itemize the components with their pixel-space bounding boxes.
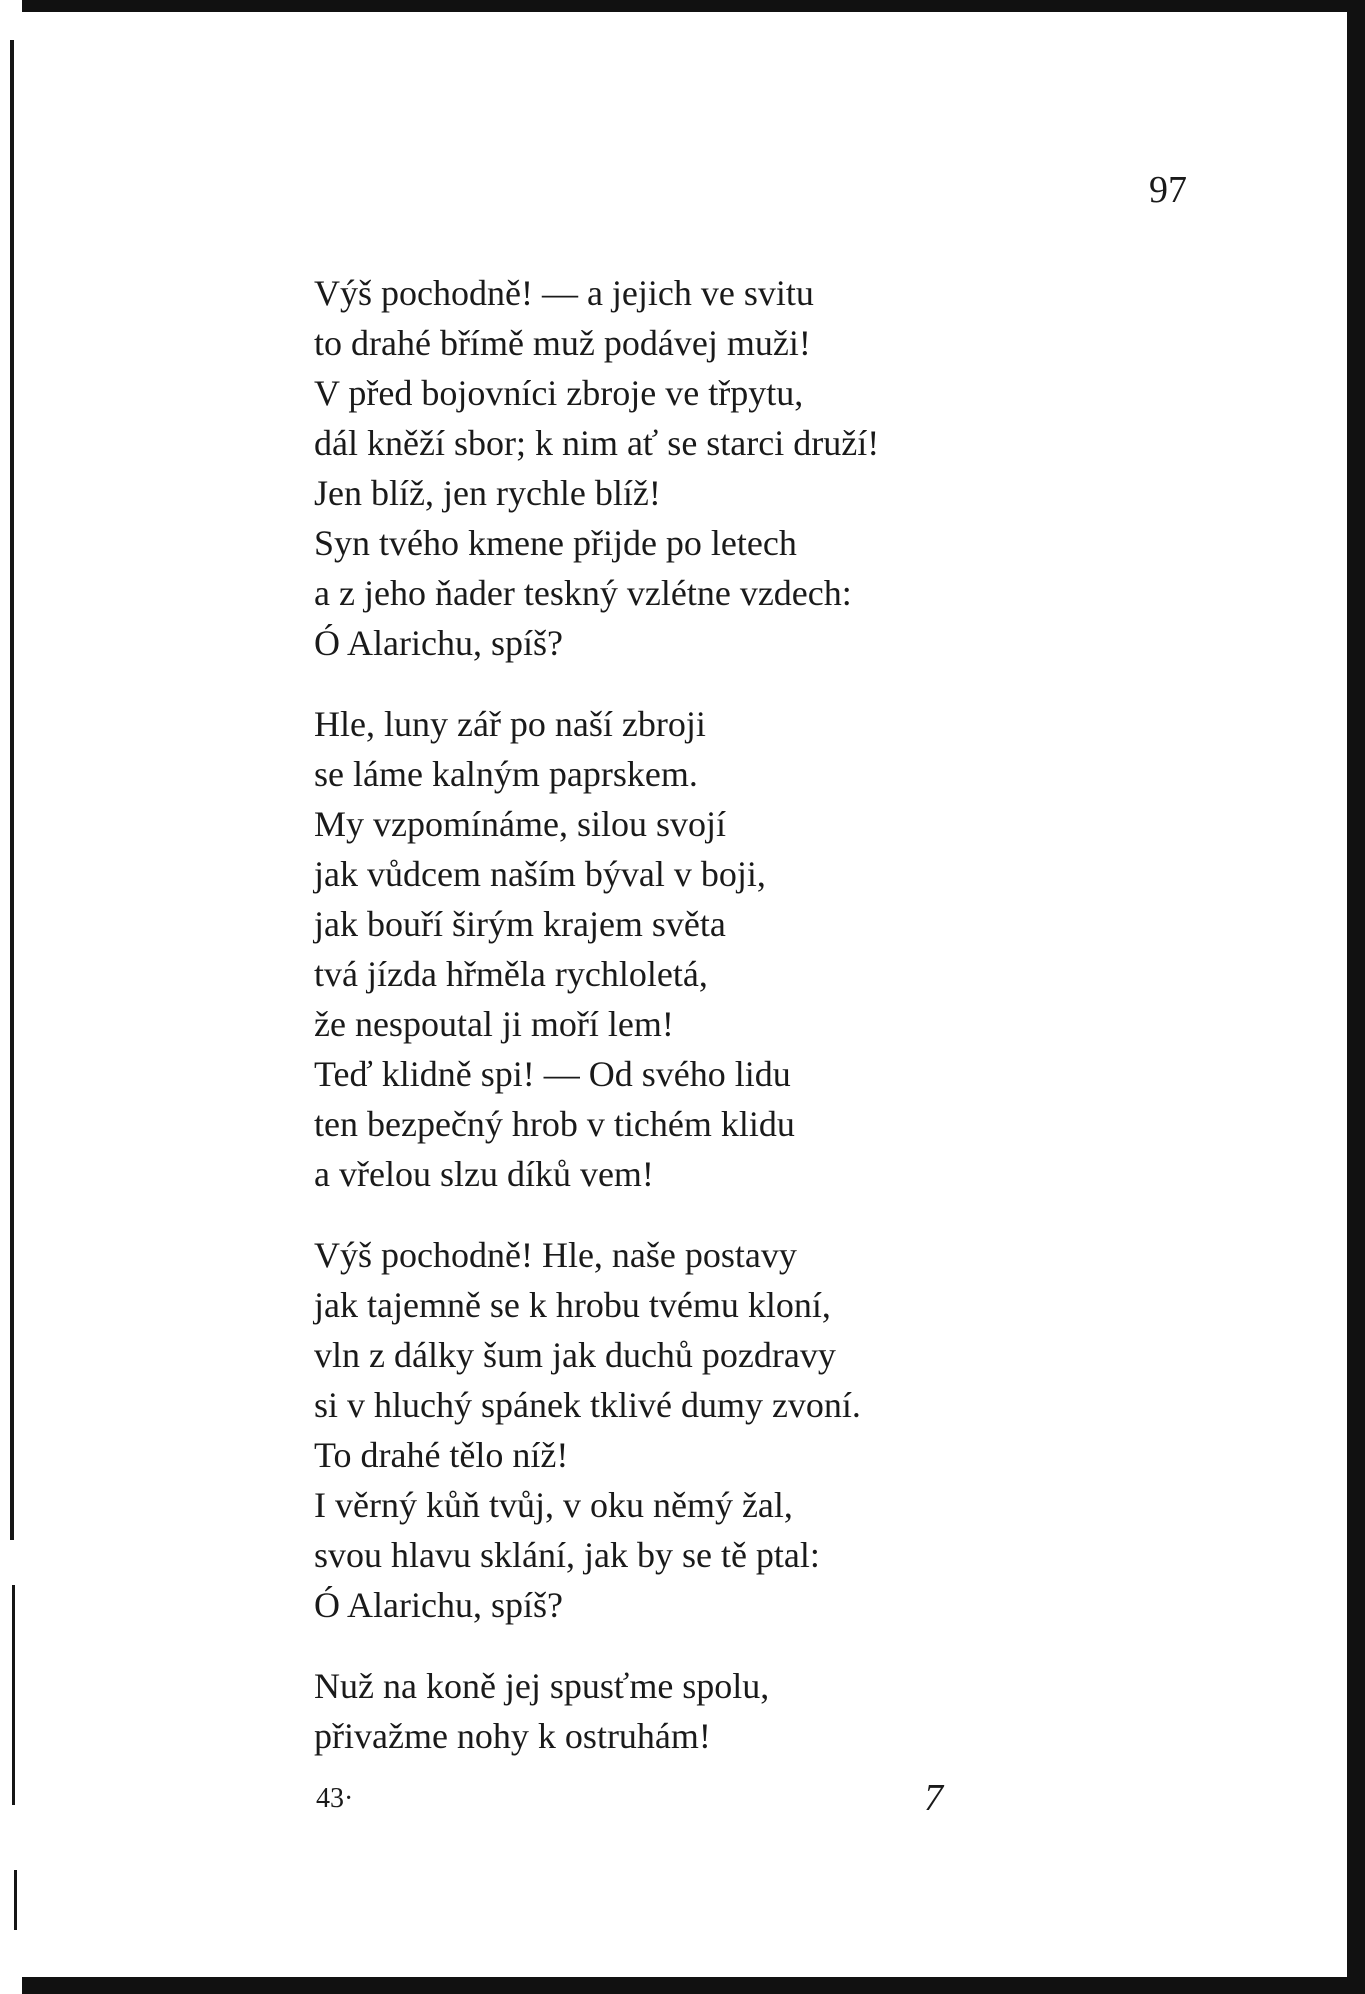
stanza xyxy=(314,1661,1134,1761)
poem-line: Syn tvého kmene přijde po letech xyxy=(314,523,797,563)
stanza xyxy=(314,268,1134,668)
poem-line: a vřelou slzu díků vem! xyxy=(314,1154,654,1194)
poem-line: Jen blíž, jen rychle blíž! xyxy=(314,473,661,513)
poem-line: to drahé břímě muž podávej muži! xyxy=(314,323,811,363)
poem-line: My vzpomínáme, silou svojí xyxy=(314,804,726,844)
binding-shadow xyxy=(10,40,14,1540)
poem-line: jak bouří širým krajem světa xyxy=(314,904,726,944)
poem-line: ten bezpečný hrob v tichém klidu xyxy=(314,1104,795,1144)
poem-line: vln z dálky šum jak duchů pozdravy xyxy=(314,1335,836,1375)
poem-line: se láme kalným paprskem. xyxy=(314,754,698,794)
poem xyxy=(314,268,1134,1792)
page-number: 97 xyxy=(1149,169,1187,211)
poem-line: a z jeho ňader teskný vzlétne vzdech: xyxy=(314,573,852,613)
poem-line: že nespoutal ji moří lem! xyxy=(314,1004,674,1044)
poem-line: Teď klidně spi! — Od svého lidu xyxy=(314,1054,791,1094)
poem-line: tvá jízda hřměla rychloletá, xyxy=(314,954,708,994)
poem-line: Ó Alarichu, spíš? xyxy=(314,1585,563,1625)
poem-line: Hle, luny zář po naší zbroji xyxy=(314,704,706,744)
binding-shadow xyxy=(12,1585,15,1805)
binding-edge xyxy=(0,0,22,1994)
poem-line: Nuž na koně jej spusťme spolu, xyxy=(314,1666,770,1706)
poem-line: Ó Alarichu, spíš? xyxy=(314,623,563,663)
poem-line: svou hlavu sklání, jak by se tě ptal: xyxy=(314,1535,820,1575)
poem-line: jak vůdcem naším býval v boji, xyxy=(314,854,766,894)
stanza xyxy=(314,699,1134,1199)
printer-signature: 43· xyxy=(316,1783,354,1814)
poem-line: Výš pochodně! — a jejich ve svitu xyxy=(314,273,814,313)
sheet-number: 7 xyxy=(924,1777,943,1819)
poem-line: I věrný kůň tvůj, v oku němý žal, xyxy=(314,1485,793,1525)
poem-line: si v hluchý spánek tklivé dumy zvoní. xyxy=(314,1385,861,1425)
stanza xyxy=(314,1230,1134,1630)
binding-shadow xyxy=(14,1870,17,1930)
poem-line: To drahé tělo níž! xyxy=(314,1435,569,1475)
poem-line: Výš pochodně! Hle, naše postavy xyxy=(314,1235,797,1275)
poem-line: jak tajemně se k hrobu tvému kloní, xyxy=(314,1285,831,1325)
poem-line: dál kněží sbor; k nim ať se starci druží! xyxy=(314,423,880,463)
poem-line: V před bojovníci zbroje ve třpytu, xyxy=(314,373,804,413)
poem-line: přivažme nohy k ostruhám! xyxy=(314,1716,711,1756)
